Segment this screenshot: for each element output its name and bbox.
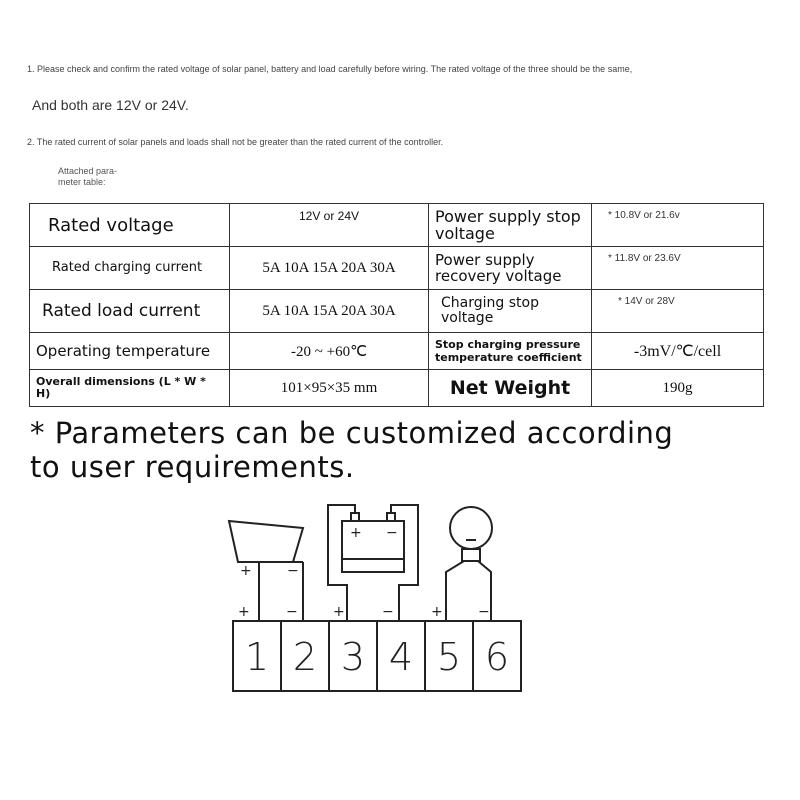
bulb-base [462, 549, 480, 561]
table-cell-value: 12V or 24V [230, 204, 429, 247]
table-cell-value: * 10.8V or 21.6v [592, 204, 764, 247]
table-cell-label: Charging stop voltage [429, 290, 592, 333]
wire [446, 561, 464, 621]
terminal-minus-sign: − [382, 604, 394, 620]
battery-terminal [351, 513, 359, 521]
table-cell-label: Rated charging current [30, 247, 230, 290]
bulb-icon [450, 507, 492, 549]
battery-minus-sign: − [386, 525, 398, 541]
table-cell-label: Power supply recovery voltage [429, 247, 592, 290]
note-voltage-check: 1. Please check and confirm the rated voltage of solar panel, battery and load carefully before wiring. The rated voltage of the three should be the same, [27, 64, 633, 74]
solar-minus-sign: − [287, 563, 299, 579]
terminal-number: 5 [436, 635, 462, 679]
terminal-number: 2 [292, 635, 318, 679]
table-cell-value: * 11.8V or 23.6V [592, 247, 764, 290]
terminal-number: 6 [484, 635, 510, 679]
terminal-number: 3 [340, 635, 366, 679]
table-cell-label: Rated load current [30, 290, 230, 333]
table-cell-value: 5A 10A 15A 20A 30A [230, 247, 429, 290]
terminal-plus-sign: + [238, 604, 250, 620]
terminal-number: 1 [244, 635, 270, 679]
wire [342, 559, 404, 572]
customization-note-line1: * Parameters can be customized according [30, 416, 674, 450]
table-cell-value: * 14V or 28V [592, 290, 764, 333]
table-cell-label: Rated voltage [30, 204, 230, 247]
table-cell-label: Power supply stop voltage [429, 204, 592, 247]
table-cell-value: 101×95×35 mm [230, 370, 429, 407]
table-cell-value: 190g [592, 370, 764, 407]
table-cell-label: Overall dimensions (L * W * H) [30, 370, 230, 407]
solar-panel-icon [229, 521, 303, 562]
table-cell-label: Stop charging pressure temperature coefficient [429, 333, 592, 370]
solar-plus-sign: + [240, 563, 252, 579]
customization-note-line2: to user requirements. [30, 450, 355, 484]
table-cell-value: -20 ~ +60℃ [230, 333, 429, 370]
attached-label-line1: Attached para- [58, 166, 118, 176]
terminal-plus-sign: + [431, 604, 443, 620]
terminal-number: 4 [388, 635, 414, 679]
attached-label-line2: meter table: [58, 177, 106, 187]
terminal-minus-sign: − [478, 604, 490, 620]
terminal-minus-sign: − [286, 604, 298, 620]
battery-terminal [387, 513, 395, 521]
terminal-plus-sign: + [333, 604, 345, 620]
table-cell-label: Net Weight [429, 370, 592, 407]
note-current-limit: 2. The rated current of solar panels and loads shall not be greater than the rated current of the controller. [27, 137, 444, 147]
table-cell-value: 5A 10A 15A 20A 30A [230, 290, 429, 333]
table-cell-value: -3mV/℃/cell [592, 333, 764, 370]
battery-plus-sign: + [350, 525, 362, 541]
note-voltage-check-cont: And both are 12V or 24V. [32, 97, 189, 113]
table-cell-label: Operating temperature [30, 333, 230, 370]
